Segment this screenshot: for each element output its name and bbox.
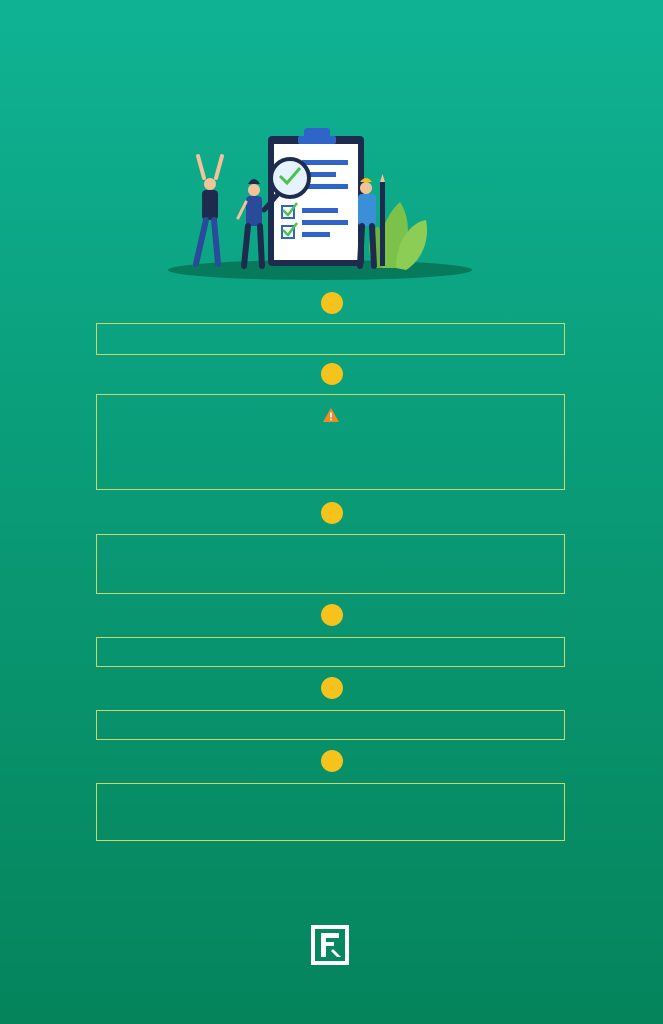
section-box: [96, 394, 565, 490]
section-box: [96, 783, 565, 841]
section-box: [96, 534, 565, 594]
plant-icon: [369, 202, 427, 270]
section-box: [96, 323, 565, 355]
section-number-badge: [321, 750, 343, 772]
revue-fiduciaire-logo-icon: [309, 923, 353, 967]
person-cheering-icon: [196, 156, 222, 264]
section-box: [96, 710, 565, 740]
section-box: [96, 637, 565, 667]
warning-triangle-icon: [323, 408, 339, 422]
section-number-badge: [321, 292, 343, 314]
person-standing-icon: [238, 179, 262, 266]
clipboard-icon: [264, 128, 364, 266]
section-number-badge: [321, 363, 343, 385]
section-number-badge: [321, 677, 343, 699]
clipboard-checklist-illustration: [160, 122, 480, 284]
person-with-pencil-icon: [358, 174, 385, 266]
section-number-badge: [321, 502, 343, 524]
section-number-badge: [321, 604, 343, 626]
